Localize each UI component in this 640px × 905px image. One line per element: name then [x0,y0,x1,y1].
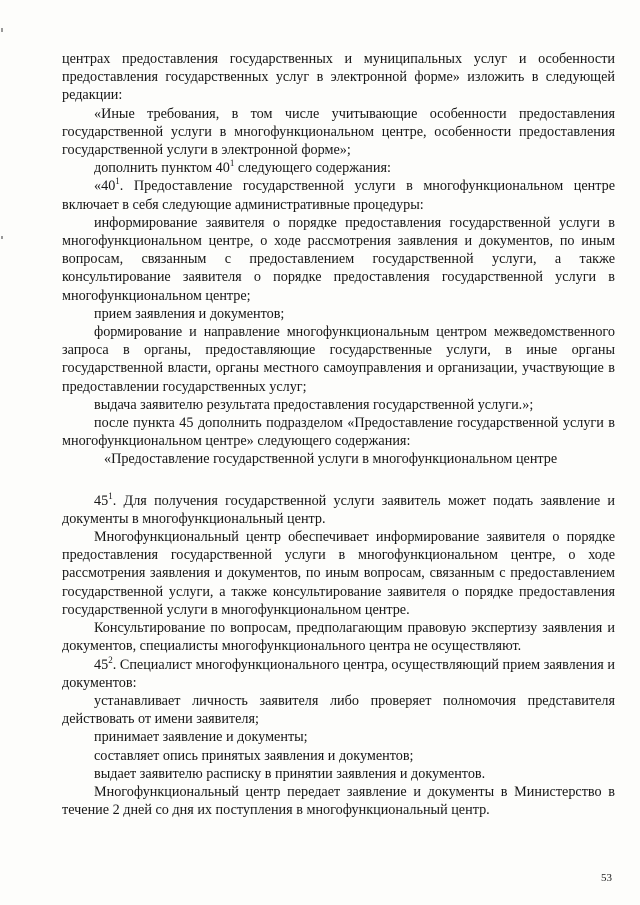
paragraph [62,323,615,396]
paragraph [62,492,615,528]
paragraph [62,528,615,619]
paragraph-text: . Предоставление государственной услуги в многофункциональном центре включает в себя следующие административные процедуры: [62,178,615,213]
superscript: 2 [108,654,113,665]
paragraph-text: «40 [94,178,116,195]
paragraph-text: составляет опись принятых заявления и документов; [94,747,414,764]
paragraph [62,159,615,177]
superscript: 1 [108,490,113,501]
paragraph-text: дополнить пунктом 40 [94,160,230,177]
paragraph [62,396,615,414]
superscript: 1 [115,176,120,187]
paragraph-text: формирование и направление многофункциональным центром межведомственного запроса в органы, предоставляющие государственные услуги, в иные органы государственной власти, органы местного самоуправления и организации, участвующие в предоставлении государственных услуг; [62,324,615,395]
subsection-heading [62,450,615,468]
paragraph-text: 45 [94,656,109,673]
paragraph-text: выдает заявителю расписку в принятии заявления и документов. [94,765,486,782]
scan-edge-mark-top [1,28,3,32]
paragraph [62,765,615,783]
document-page-body [62,50,615,819]
paragraph-text: . Для получения государственной услуги заявитель может подать заявление и документы в многофункциональный центр. [62,492,615,527]
paragraph [62,214,615,305]
paragraph [62,692,615,728]
paragraph [62,747,615,765]
paragraph-text: Многофункциональный центр передает заявление и документы в Министерство в течение 2 дней со дня их поступления в многофункциональный центр. [62,783,615,819]
paragraph-text: выдача заявителю результата предоставления государственной услуги.»; [94,396,534,413]
paragraph [62,414,615,450]
paragraph [62,305,615,323]
paragraph-text: Консультирование по вопросам, предполагающим правовую экспертизу заявления и документов, специалисты многофункционального центра не осуществляют. [62,620,615,655]
paragraph-text: принимает заявление и документы; [94,729,308,746]
paragraph [62,50,615,105]
paragraph [62,105,615,160]
scan-edge-mark-middle [1,236,3,239]
paragraph-text: после пункта 45 дополнить подразделом «Предоставление государственной услуги в многофункциональном центре» следующего содержания: [62,415,615,450]
paragraph [62,728,615,746]
paragraph-text: 45 [94,492,109,509]
paragraph-text: центрах предоставления государственных и муниципальных услуг и особенности предоставления государственных услуг в электронной форме» изложить в следующей редакции: [62,51,615,104]
paragraph-text: следующего содержания: [234,160,391,177]
superscript: 1 [229,158,235,169]
paragraph-text: «Иные требования, в том числе учитывающие особенности предоставления государственной услуги в многофункциональном центре, особенности предоставления государственной услуги в электронной форме»; [62,105,615,159]
paragraph-gap [62,469,615,492]
paragraph-text: Многофункциональный центр обеспечивает информирование заявителя о порядке предоставления государственной услуги в многофункциональном центре, о ходе рассмотрения заявления и документов, по иным вопросам, связанным с предоставлением государственной услуги, а также консультирование заявителя о порядке предоставления государственной услуги в многофункциональном центре. [62,529,615,618]
paragraph [62,656,615,692]
paragraph-text: прием заявления и документов; [94,305,285,322]
paragraph [62,619,615,655]
paragraph [62,177,615,213]
paragraph-text: устанавливает личность заявителя либо проверяет полномочия представителя действовать от имени заявителя; [62,692,615,728]
page-number: 53 [601,872,612,884]
paragraph-text: «Предоставление государственной услуги в многофункциональном центре [104,451,558,468]
paragraph [62,783,615,819]
paragraph-text: информирование заявителя о порядке предоставления государственной услуги в многофункциональном центре, о ходе рассмотрения заявления и документов, по иным вопросам, связанным с предоставлением государственной услуги, а также консультирование заявителя о порядке предоставления государственной услуги в многофункциональном центре; [62,214,615,304]
paragraph-text: . Специалист многофункционального центра, осуществляющий прием заявления и документов: [62,656,615,691]
